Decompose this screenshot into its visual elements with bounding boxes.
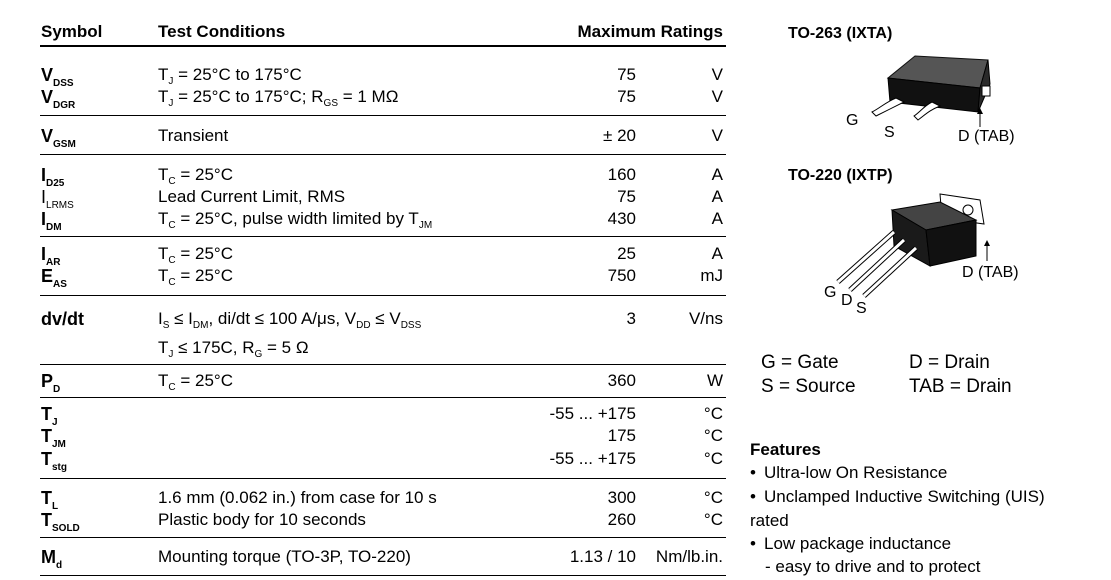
condition-eas: $T_C = 25^\circ C$ — [158, 266, 233, 288]
to263-tab-arrow — [975, 108, 985, 128]
legend-drain: D = Drain — [909, 352, 990, 373]
to263-pin-s: S — [884, 124, 895, 141]
condition-pd: $T_C = 25^\circ C$ — [158, 371, 233, 393]
row-divider — [40, 397, 726, 398]
unit-vgsm: V — [711, 126, 723, 145]
symbol-vgsm: $V_{GSM}$ — [41, 126, 76, 150]
value-pd: 360 — [607, 371, 636, 390]
symbol-tstg: $T_{stg}$ — [41, 449, 67, 473]
condition-vdss: $T_J = 25^\circ C$ to 175°C — [158, 65, 302, 87]
condition-iar: $T_C = 25^\circ C$ — [158, 244, 233, 266]
symbol-ilrms: $I_{LRMS}$ — [41, 187, 74, 211]
row-divider — [40, 236, 726, 237]
symbol-eas: $E_{AS}$ — [41, 266, 67, 290]
unit-vdgr: V — [711, 87, 723, 106]
package-title-to220: TO-220 (IXTP) — [788, 167, 893, 184]
unit-dvdt: V/ns — [688, 309, 723, 328]
symbol-tsold: $T_{SOLD}$ — [41, 510, 80, 534]
bullet: • — [750, 487, 756, 506]
value-tsold: 260 — [607, 510, 636, 529]
legend-tab-drain: TAB = Drain — [909, 376, 1012, 397]
bullet: • — [750, 463, 756, 482]
unit-ilrms: A — [711, 187, 723, 206]
feature-item: • Unclamped Inductive Switching (UIS) — [750, 487, 1045, 506]
condition-vgsm: Transient — [158, 126, 229, 145]
condition-tsold: Plastic body for 10 seconds — [158, 510, 366, 529]
symbol-dvdt: dv/dt — [41, 309, 84, 329]
header-test-conditions: Test Conditions — [158, 22, 286, 41]
to220-tab-arrow — [982, 240, 992, 262]
symbol-tj: $T_J$ — [41, 404, 58, 428]
symbol-iar: $I_{AR}$ — [41, 244, 61, 268]
row-divider — [40, 478, 726, 479]
symbol-tjm: $T_{JM}$ — [41, 426, 66, 450]
header-maximum-ratings: Maximum Ratings — [577, 22, 723, 41]
condition-dvdt-line1: $I_S \le I_{DM}$, di/dt ≤ 100 A/μs, $V_{DD} \le V_{DSS}$ — [158, 309, 422, 331]
legend-gate: G = Gate — [761, 352, 839, 373]
unit-iar: A — [711, 244, 723, 263]
symbol-vdgr: $V_{DGR}$ — [41, 87, 76, 111]
condition-dvdt-line2: $T_J \le 175C$, $R_G = 5$ Ω — [158, 338, 309, 360]
value-md: 1.13 / 10 — [569, 547, 636, 566]
unit-tsold: °C — [703, 510, 723, 529]
symbol-tl: $T_L$ — [41, 488, 59, 512]
unit-id25: A — [711, 165, 723, 184]
unit-md: Nm/lb.in. — [655, 547, 723, 566]
header-symbol: Symbol — [41, 22, 103, 41]
unit-pd: W — [706, 371, 723, 390]
unit-tstg: °C — [703, 449, 723, 468]
bullet: • — [750, 534, 756, 553]
value-vdss: 75 — [617, 65, 636, 84]
to220-pin-d: D — [841, 292, 853, 309]
symbol-pd: $P_D$ — [41, 371, 61, 395]
unit-vdss: V — [711, 65, 723, 84]
row-divider — [40, 154, 726, 155]
value-ilrms: 75 — [617, 187, 636, 206]
condition-id25: $T_C = 25^\circ C$ — [158, 165, 233, 187]
condition-tl: 1.6 mm (0.062 in.) from case for 10 s — [158, 488, 437, 507]
to220-pin-d-tab: D (TAB) — [962, 264, 1019, 281]
value-tl: 300 — [607, 488, 636, 507]
condition-idm: $T_C = 25^\circ C$, pulse width limited by $T_{JM}$ — [158, 209, 433, 231]
symbol-md: $M_d$ — [41, 547, 63, 571]
to220-pin-g: G — [824, 284, 837, 301]
row-divider — [40, 537, 726, 538]
value-tstg: -55 ... +175 — [549, 449, 636, 468]
to263-pin-d-tab: D (TAB) — [958, 128, 1015, 145]
unit-tl: °C — [703, 488, 723, 507]
feature-item: • Low package inductance — [750, 534, 952, 553]
condition-ilrms: Lead Current Limit, RMS — [158, 187, 346, 206]
unit-idm: A — [711, 209, 723, 228]
row-divider — [40, 115, 726, 116]
symbol-idm: $I_{DM}$ — [41, 209, 62, 233]
unit-tjm: °C — [703, 426, 723, 445]
row-divider — [40, 575, 726, 576]
value-vgsm: ± 20 — [603, 126, 636, 145]
symbol-id25: $I_{D25}$ — [41, 165, 65, 189]
to220-pin-s: S — [856, 300, 867, 317]
value-tjm: 175 — [607, 426, 636, 445]
symbol-vdss: $V_{DSS}$ — [41, 65, 74, 89]
value-id25: 160 — [607, 165, 636, 184]
value-iar: 25 — [617, 244, 636, 263]
condition-vdgr: $T_J = 25^\circ C$ to 175°C; $R_{GS} = 1$ MΩ — [158, 87, 399, 109]
unit-tj: °C — [703, 404, 723, 423]
feature-item-subline: - easy to drive and to protect — [765, 557, 981, 576]
to263-pin-g: G — [846, 112, 859, 129]
value-vdgr: 75 — [617, 87, 636, 106]
row-divider — [40, 364, 726, 365]
unit-eas: mJ — [700, 266, 723, 285]
condition-md: Mounting torque (TO-3P, TO-220) — [158, 547, 411, 566]
row-divider — [40, 295, 726, 296]
value-eas: 750 — [607, 266, 636, 285]
features-title: Features — [750, 440, 821, 459]
header-divider — [40, 45, 726, 47]
value-dvdt: 3 — [626, 309, 636, 328]
value-idm: 430 — [607, 209, 636, 228]
feature-item-continuation: rated — [750, 511, 789, 530]
value-tj: -55 ... +175 — [549, 404, 636, 423]
feature-item: • Ultra-low On Resistance — [750, 463, 948, 482]
package-title-to263: TO-263 (IXTA) — [788, 25, 893, 42]
legend-source: S = Source — [761, 376, 856, 397]
